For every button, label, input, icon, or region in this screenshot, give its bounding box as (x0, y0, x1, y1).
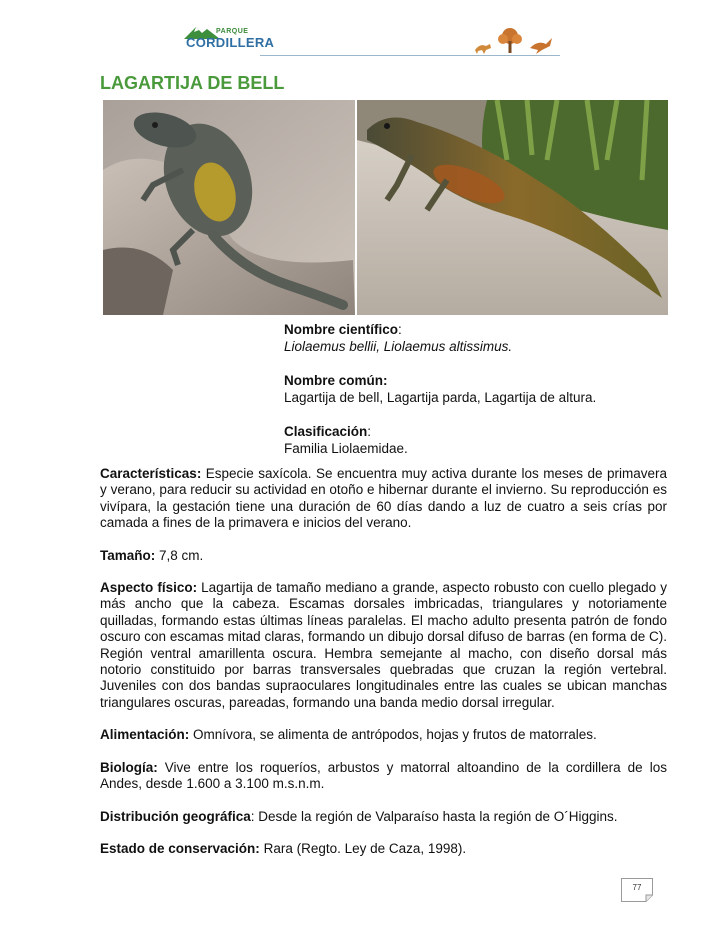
species-description (100, 466, 667, 873)
conservation-paragraph (100, 841, 667, 857)
page-title: LAGARTIJA DE BELL (100, 73, 285, 93)
biology-paragraph (100, 760, 667, 793)
scientific-name-colon: : (398, 322, 402, 337)
common-name-label: Nombre común: (284, 373, 388, 388)
lizard-on-granite-image (357, 100, 668, 315)
size-text: 7,8 cm. (155, 547, 204, 563)
appearance-text: Lagartija de tamaño mediano a grande, aspecto robusto con cuello plegado y más ancho que la cabeza. Escamas dorsales imbricadas, triangulares y notoriamente quilladas, formando estas últimas líneas paralelas. El macho adulto presenta patrón de fondo oscuro con escamas mitad claras, formando un dibujo dorsal difuso de barras (en forma de C). Región ventral amarillenta oscura. Hembra semejante al macho, con diseño dorsal más notorio constituido por barras transversales quebradas que cruzan la región vertebral. Juveniles con dos bandas supraoculares longitudinales entre las cuales se ubican manchas triangulares oscuras, pareadas, formando una banda medio dorsal irregular. (100, 580, 667, 710)
classification-colon: : (367, 424, 372, 439)
classification-block (284, 423, 674, 457)
classification-value: Familia Liolaemidae. (284, 441, 408, 456)
page-header (182, 24, 567, 62)
species-facts (284, 321, 674, 474)
page-number: 77 (632, 883, 642, 892)
scientific-name-block (284, 321, 674, 355)
lizard-photo-right (357, 100, 668, 315)
biology-text: Vive entre los roqueríos, arbustos y matorral altoandino de la cordillera de los Andes, desde 1.600 a 3.100 m.s.n.m. (100, 759, 667, 792)
distribution-text: : Desde la región de Valparaíso hasta la región de O´Higgins. (250, 808, 618, 824)
conservation-text: Rara (Regto. Ley de Caza, 1998). (259, 840, 467, 856)
page-number-badge (621, 878, 653, 902)
characteristics-text: Especie saxícola. Se encuentra muy activa durante los meses de primavera y verano, para reducir su actividad en otoño e hibernar durante el invierno. Su reproducción es vivípara, la gestación tiene una duración de 60 días dando a luz de cuatro a seis crías por camada a fines de la primavera e inicios del verano. (100, 466, 667, 531)
distribution-paragraph (100, 809, 667, 825)
conservation-label: Estado de conservación: (100, 840, 260, 856)
characteristics-label: Características: (100, 466, 202, 481)
distribution-label: Distribución geográfica (100, 808, 251, 824)
classification-label: Clasificación (284, 424, 368, 439)
classification-heading (284, 423, 674, 440)
appearance-paragraph (100, 580, 667, 711)
lizard-on-rock-image (103, 100, 355, 315)
appearance-label: Aspecto físico: (100, 580, 198, 596)
scientific-name-heading (284, 321, 674, 338)
scientific-name-value: Liolaemus bellii, Liolaemus altissimus. (284, 339, 513, 354)
lizard-photo-left (103, 100, 355, 315)
common-name-block (284, 372, 674, 406)
fauna-flora-illustration-icon (470, 26, 565, 56)
logo-name: CORDILLERA (186, 35, 275, 50)
common-name-value: Lagartija de bell, Lagartija parda, Lagartija de altura. (284, 390, 597, 405)
diet-label: Alimentación: (100, 727, 190, 743)
characteristics-paragraph (100, 466, 667, 532)
size-label: Tamaño: (100, 547, 156, 563)
size-paragraph (100, 548, 667, 564)
scientific-name-label: Nombre científico (284, 322, 399, 337)
diet-text: Omnívora, se alimenta de antrópodos, hojas y frutos de matorrales. (189, 727, 597, 743)
logo-park-label: PARQUE (216, 28, 249, 35)
biology-label: Biología: (100, 759, 158, 775)
diet-paragraph (100, 727, 667, 743)
